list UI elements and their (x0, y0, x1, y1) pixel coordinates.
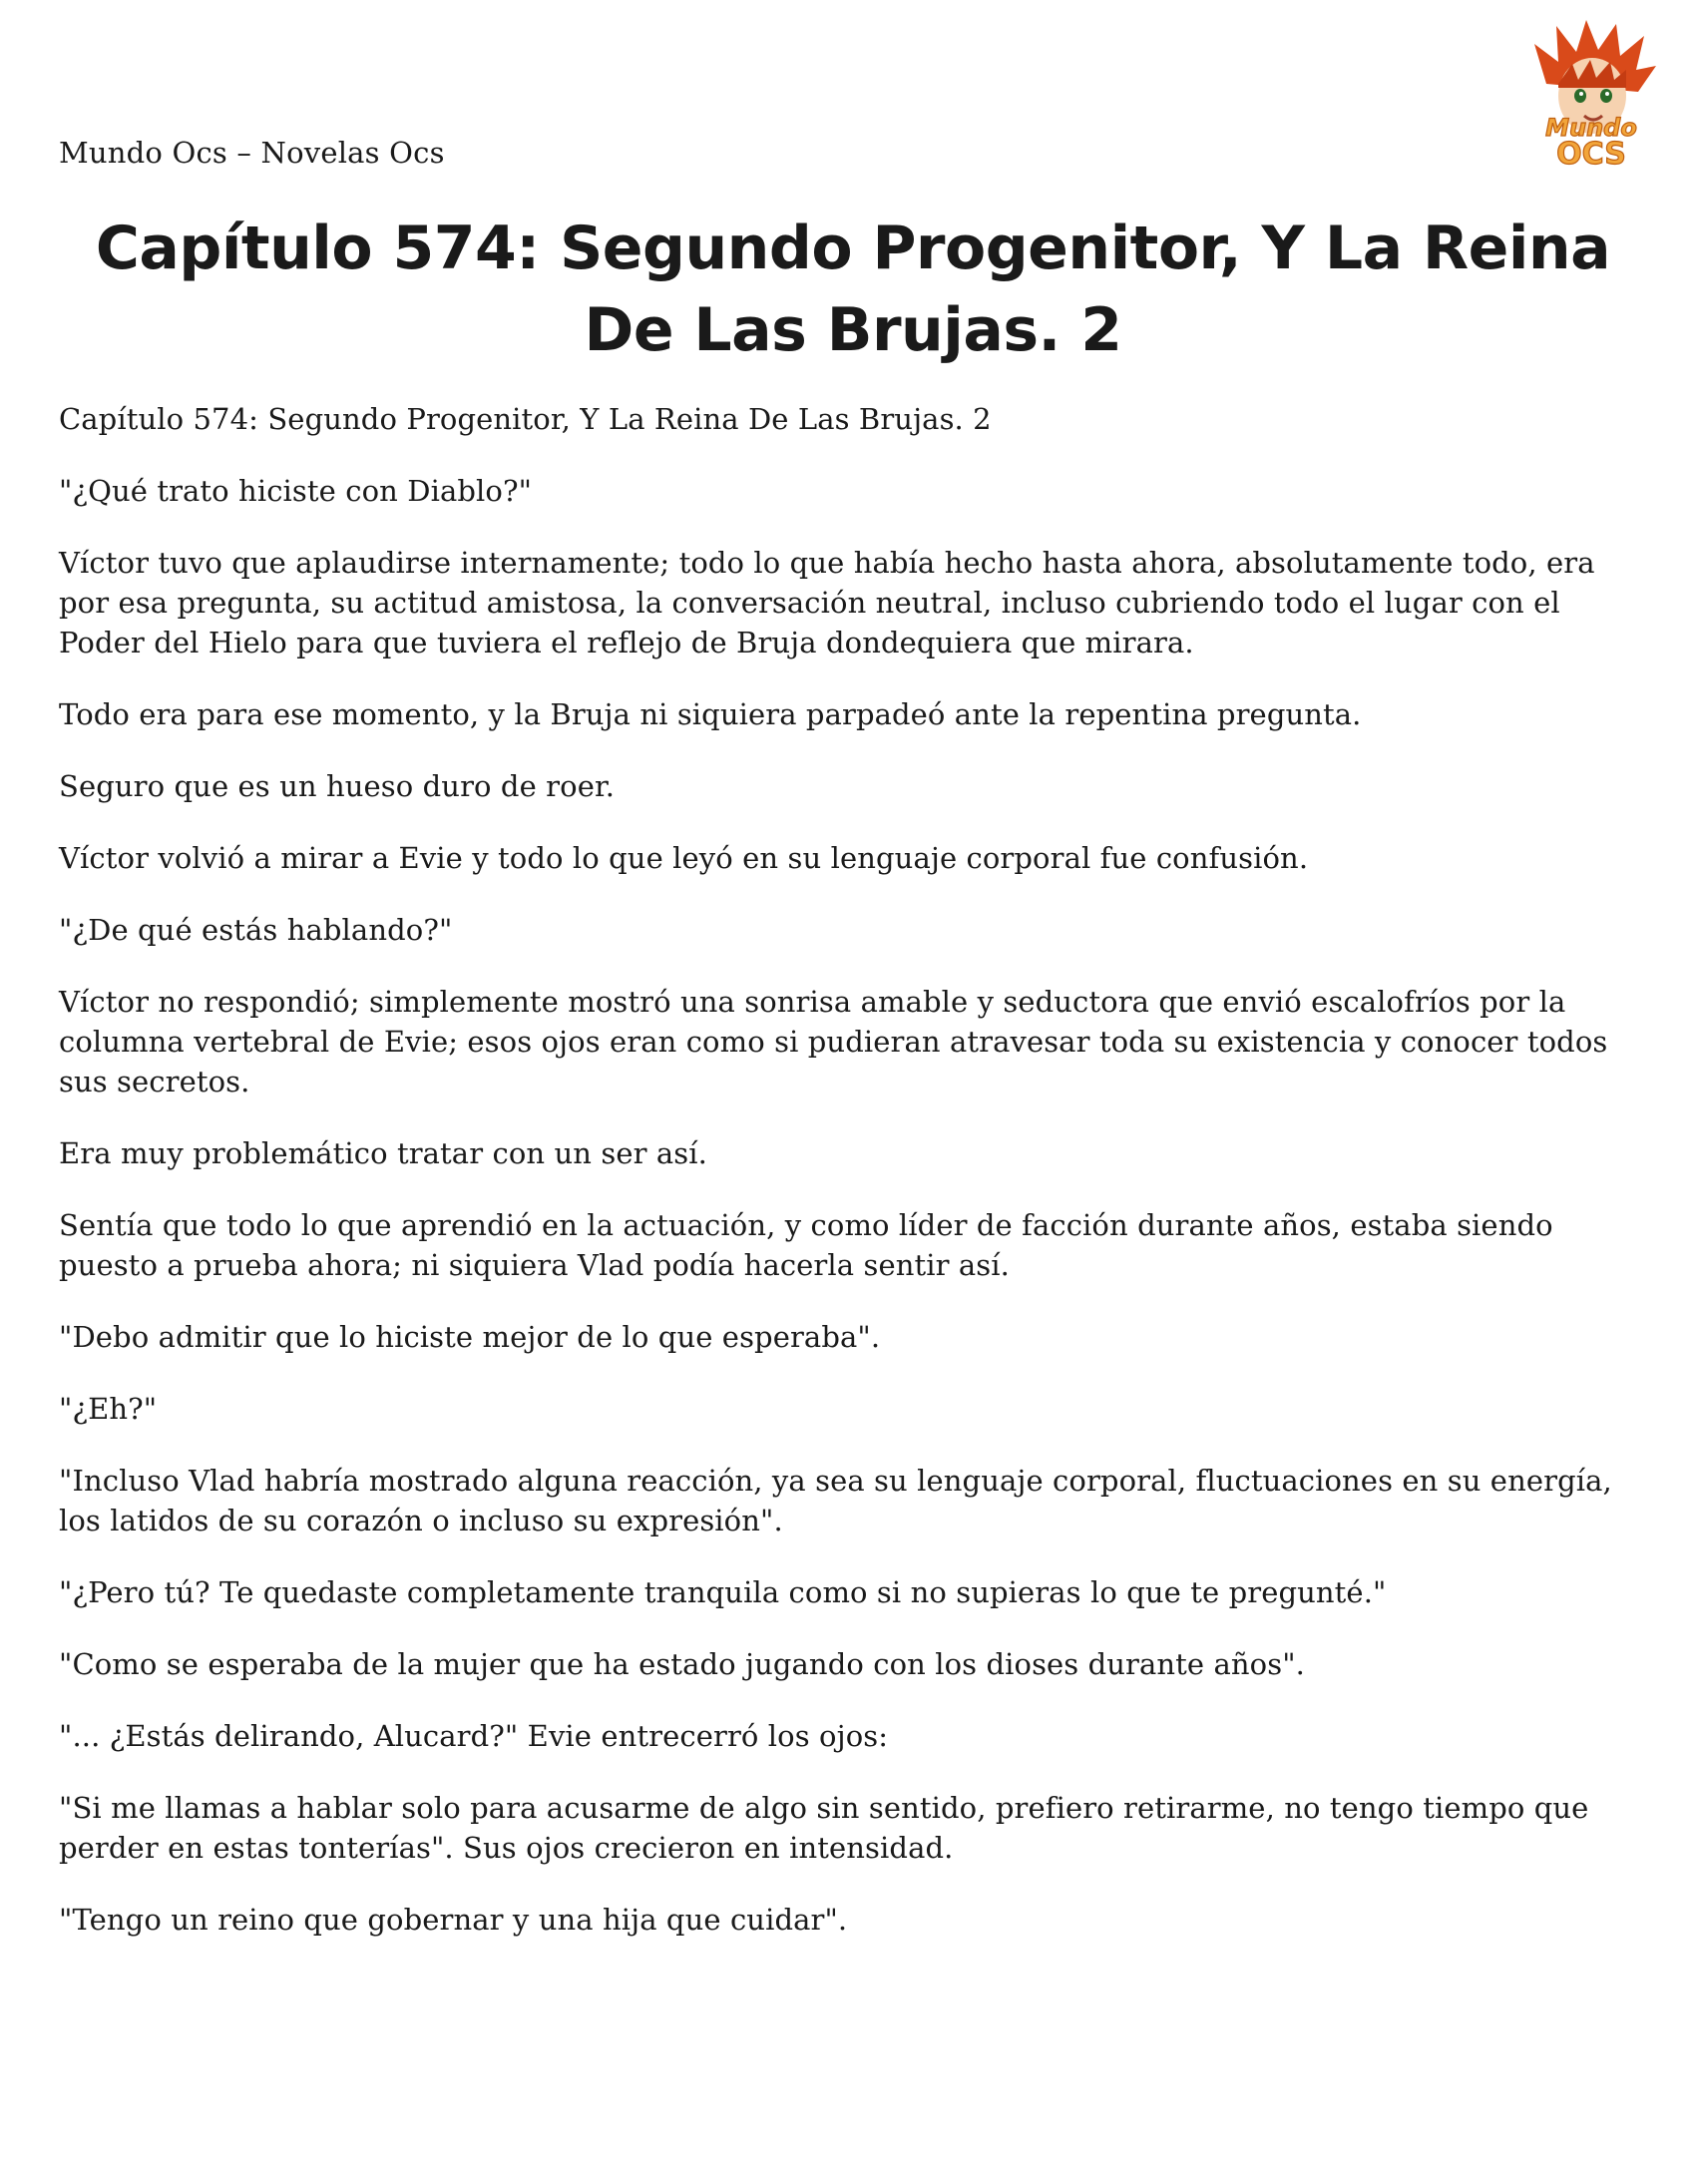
paragraph: Sentía que todo lo que aprendió en la actuación, y como líder de facción durante años, estaba siendo puesto a prueba ahora; ni siquiera Vlad podía hacerla sentir así. (59, 1208, 1553, 1282)
paragraph: "Como se esperaba de la mujer que ha estado jugando con los dioses durante años". (59, 1647, 1305, 1681)
paragraph: Víctor no respondió; simplemente mostró una sonrisa amable y seductora que envió escalofríos por la columna vertebral de Evie; esos ojos eran como si pudieran atravesar toda su existencia y conocer todos sus secretos. (59, 985, 1608, 1098)
mundo-ocs-logo (1516, 14, 1666, 174)
paragraph: "¿Qué trato hiciste con Diablo?" (59, 474, 533, 508)
paragraph: Era muy problemático tratar con un ser así. (59, 1136, 707, 1170)
paragraph: Víctor volvió a mirar a Evie y todo lo que leyó en su lenguaje corporal fue confusión. (59, 841, 1309, 875)
svg-text:OCS: OCS (1556, 137, 1626, 172)
paragraph: "Si me llamas a hablar solo para acusarme de algo sin sentido, prefiero retirarme, no tengo tiempo que perder en estas tonterías". Sus ojos crecieron en intensidad. (59, 1791, 1589, 1865)
paragraph: "Tengo un reino que gobernar y una hija que cuidar". (59, 1903, 848, 1937)
svg-text:Mundo: Mundo (1545, 114, 1637, 142)
paragraph: Víctor tuvo que aplaudirse internamente; todo lo que había hecho hasta ahora, absolutamente todo, era por esa pregunta, su actitud amistosa, la conversación neutral, incluso cubriendo todo el lugar con el Poder del Hielo para que tuviera el reflejo de Bruja dondequiera que mirara. (59, 546, 1595, 659)
chapter-title: Capítulo 574: Segundo Progenitor, Y La Reina De Las Brujas. 2 (95, 214, 1611, 365)
paragraph: "... ¿Estás delirando, Alucard?" Evie entrecerró los ojos: (59, 1719, 889, 1753)
paragraph: "¿Pero tú? Te quedaste completamente tranquila como si no supieras lo que te pregunté." (59, 1575, 1387, 1609)
paragraph: "¿Eh?" (59, 1392, 158, 1426)
paragraph: Capítulo 574: Segundo Progenitor, Y La Reina De Las Brujas. 2 (59, 402, 992, 436)
chapter-body (59, 399, 1650, 1971)
site-header-label: Mundo Ocs – Novelas Ocs (59, 136, 445, 170)
paragraph: Todo era para ese momento, y la Bruja ni siquiera parpadeó ante la repentina pregunta. (59, 697, 1362, 731)
paragraph: "¿De qué estás hablando?" (59, 913, 453, 947)
paragraph: Seguro que es un hueso duro de roer. (59, 769, 616, 803)
paragraph: "Debo admitir que lo hiciste mejor de lo que esperaba". (59, 1320, 881, 1354)
paragraph: "Incluso Vlad habría mostrado alguna reacción, ya sea su lenguaje corporal, fluctuaciones en su energía, los latidos de su corazón o incluso su expresión". (59, 1464, 1612, 1537)
